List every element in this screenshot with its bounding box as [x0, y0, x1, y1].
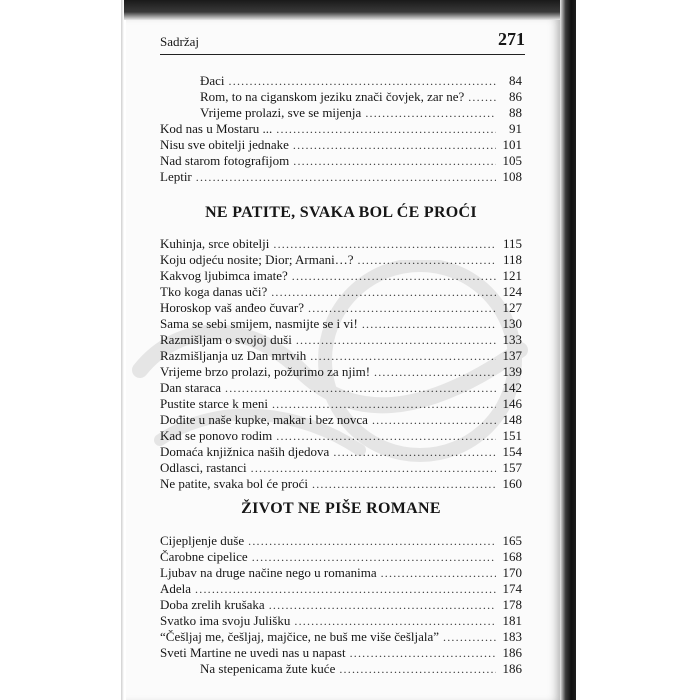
toc-leader-dots: [229, 73, 496, 89]
toc-entry-page: 91: [509, 121, 522, 136]
toc-entry: [160, 661, 522, 677]
toc-entry-page: 139: [502, 364, 522, 379]
toc-entry: [160, 460, 522, 476]
toc-entry-page: 101: [502, 137, 522, 152]
toc-entry: [160, 153, 522, 169]
toc-entry: [160, 412, 522, 428]
toc-entry: [160, 549, 522, 565]
toc-entry-title: Ne patite, svaka bol će proći: [160, 476, 308, 491]
toc-entry-page: 170: [502, 565, 522, 580]
toc-entry-page: 186: [502, 645, 522, 660]
scan-margin-right: [576, 0, 700, 700]
toc-entry-page: 86: [509, 89, 522, 104]
toc-entry-title: Cijepljenje duše: [160, 533, 245, 548]
toc-leader-dots: [312, 476, 496, 492]
toc-leader-dots: [443, 629, 496, 645]
toc-entry-page: 168: [502, 549, 522, 564]
toc-entry-title: Razmišljam o svojoj duši: [160, 332, 292, 347]
toc-leader-dots: [339, 661, 496, 677]
toc-leader-dots: [296, 332, 496, 348]
page-number: 271: [498, 29, 525, 49]
toc-entry: [160, 105, 522, 121]
book-cover-edge-top: [124, 0, 574, 20]
toc-leader-dots: [273, 236, 496, 252]
toc-entry-title: Razmišljanja uz Dan mrtvih: [160, 348, 307, 363]
toc-entry: [160, 396, 522, 412]
toc-entry-title: Doba zrelih krušaka: [160, 597, 265, 612]
toc-entry-title: Odlasci, rastanci: [160, 460, 247, 475]
toc-entry: [160, 348, 522, 364]
toc-leader-dots: [276, 428, 496, 444]
toc-leader-dots: [372, 412, 496, 428]
running-head-title: Sadržaj: [160, 34, 199, 49]
toc-entry-title: Nad starom fotografijom: [160, 153, 290, 168]
toc-entry-page: 181: [502, 613, 522, 628]
toc-entry-title: Horoskop vaš anđeo čuvar?: [160, 300, 305, 315]
toc-entry-page: 137: [502, 348, 522, 363]
toc-entry-title: Sama se sebi smijem, nasmijte se i vi!: [160, 316, 358, 331]
toc-entry-title: Dođite u naše kupke, makar i bez novca: [160, 412, 368, 427]
toc-entry: [160, 284, 522, 300]
running-head: [160, 30, 525, 55]
toc-section-zivot: [160, 533, 522, 677]
toc-entry-page: 160: [502, 476, 522, 491]
toc-entry-page: 154: [502, 444, 522, 459]
toc-entry-page: 151: [502, 428, 522, 443]
toc-leader-dots: [333, 444, 496, 460]
toc-entry-title: Vrijeme prolazi, sve se mijenja: [200, 105, 362, 120]
toc-entry-page: 84: [509, 73, 522, 88]
toc-entry-page: 174: [502, 581, 522, 596]
toc-entry-page: 118: [502, 252, 522, 267]
toc-entry: [160, 252, 522, 268]
toc-entry: [160, 581, 522, 597]
toc-entry-title: Pustite starce k meni: [160, 396, 268, 411]
toc-entry-page: 157: [502, 460, 522, 475]
toc-section-ne-patite: [160, 236, 522, 492]
toc-entry-page: 127: [502, 300, 522, 315]
toc-entry: [160, 300, 522, 316]
toc-leader-dots: [276, 121, 496, 137]
toc-entry-page: 142: [502, 380, 522, 395]
toc-entry-page: 105: [502, 153, 522, 168]
toc-entry-title: Vrijeme brzo prolazi, požurimo za njim!: [160, 364, 371, 379]
toc-leader-dots: [252, 549, 496, 565]
toc-leader-dots: [350, 645, 496, 661]
toc-entry: [160, 629, 522, 645]
toc-entry-title: Leptir: [160, 169, 192, 184]
toc-entry: [160, 332, 522, 348]
toc-entry-title: Čarobne cipelice: [160, 549, 248, 564]
toc-entry: [160, 236, 522, 252]
toc-entry-page: 115: [502, 236, 522, 251]
toc-leader-dots: [362, 316, 496, 332]
toc-entry: [160, 645, 522, 661]
toc-entry-page: 130: [502, 316, 522, 331]
toc-entry: [160, 73, 522, 89]
toc-leader-dots: [358, 252, 496, 268]
toc-entry: [160, 121, 522, 137]
toc-entry: [160, 444, 522, 460]
toc-entry: [160, 533, 522, 549]
toc-leader-dots: [293, 153, 496, 169]
toc-leader-dots: [293, 137, 496, 153]
toc-group-continued: [160, 73, 522, 185]
toc-entry-title: Adela: [160, 581, 192, 596]
toc-entry: [160, 169, 522, 185]
section-heading-ne-patite: NE PATITE, SVAKA BOL ĆE PROĆI: [205, 204, 477, 221]
scan-margin-left: [0, 0, 124, 700]
toc-leader-dots: [225, 380, 496, 396]
toc-entry-title: Rom, to na ciganskom jeziku znači čovjek, zar ne?: [200, 89, 465, 104]
toc-entry: [160, 316, 522, 332]
toc-entry-title: Đaci: [200, 73, 225, 88]
toc-entry-title: Kakvog ljubimca imate?: [160, 268, 288, 283]
toc-entry: [160, 476, 522, 492]
toc-entry: [160, 268, 522, 284]
toc-entry: [160, 565, 522, 581]
toc-entry: [160, 613, 522, 629]
toc-entry-title: Kod nas u Mostaru ...: [160, 121, 273, 136]
toc-leader-dots: [294, 613, 496, 629]
toc-leader-dots: [310, 348, 496, 364]
toc-entry: [160, 137, 522, 153]
toc-entry-title: Tko koga danas uči?: [160, 284, 268, 299]
toc-leader-dots: [251, 460, 496, 476]
toc-entry-title: Kuhinja, srce obitelji: [160, 236, 270, 251]
toc-entry-page: 148: [502, 412, 522, 427]
toc-entry-page: 88: [509, 105, 522, 120]
toc-entry-title: Kad se ponovo rodim: [160, 428, 273, 443]
toc-entry-title: Ljubav na druge načine nego u romanima: [160, 565, 377, 580]
toc-entry: [160, 89, 522, 105]
toc-leader-dots: [365, 105, 496, 121]
toc-entry: [160, 597, 522, 613]
toc-entry-page: 133: [502, 332, 522, 347]
toc-leader-dots: [381, 565, 496, 581]
toc-entry-page: 121: [502, 268, 522, 283]
toc-entry-page: 146: [502, 396, 522, 411]
toc-entry-page: 124: [502, 284, 522, 299]
toc-entry-title: Svatko ima svoju Julišku: [160, 613, 291, 628]
toc-entry-title: Koju odjeću nosite; Dior; Armani…?: [160, 252, 354, 267]
toc-entry: [160, 364, 522, 380]
toc-entry-title: Dan staraca: [160, 380, 221, 395]
toc-entry-page: 186: [502, 661, 522, 676]
toc-entry-title: “Češljaj me, češljaj, majčice, ne buš me više češljala”: [160, 629, 440, 644]
toc-entry-page: 108: [502, 169, 522, 184]
toc-leader-dots: [468, 89, 496, 105]
section-heading-zivot: ŽIVOT NE PIŠE ROMANE: [241, 500, 441, 517]
toc-entry-page: 165: [502, 533, 522, 548]
toc-entry-page: 178: [502, 597, 522, 612]
toc-entry: [160, 380, 522, 396]
toc-leader-dots: [272, 396, 496, 412]
toc-entry-title: Domaća knjižnica naših djedova: [160, 444, 330, 459]
toc-leader-dots: [269, 597, 496, 613]
toc-leader-dots: [195, 581, 496, 597]
toc-entry: [160, 428, 522, 444]
toc-leader-dots: [308, 300, 496, 316]
toc-entry-title: Na stepenicama žute kuće: [200, 661, 336, 676]
toc-entry-title: Nisu sve obitelji jednake: [160, 137, 289, 152]
toc-leader-dots: [374, 364, 496, 380]
book-spine-edge: [560, 0, 576, 700]
toc-leader-dots: [196, 169, 496, 185]
toc-entry-page: 183: [502, 629, 522, 644]
toc-leader-dots: [292, 268, 496, 284]
toc-entry-title: Sveti Martine ne uvedi nas u napast: [160, 645, 346, 660]
toc-leader-dots: [271, 284, 496, 300]
toc-leader-dots: [248, 533, 496, 549]
